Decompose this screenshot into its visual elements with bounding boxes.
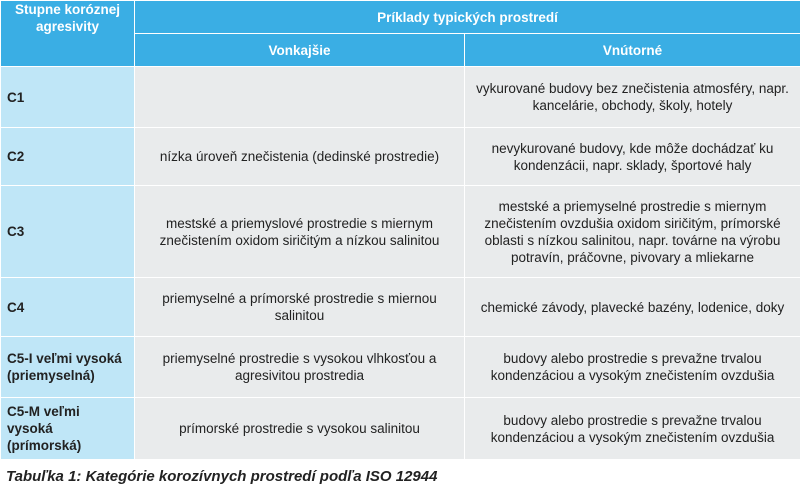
category-cell: C3 xyxy=(1,186,135,278)
outdoor-cell: priemyselné a prímorské prostredie s miernou salinitou xyxy=(135,278,465,337)
table-row xyxy=(1,186,800,278)
indoor-cell: nevykurované budovy, kde môže dochádzať ku kondenzácii, napr. sklady, športové haly xyxy=(465,128,800,186)
category-cell: C5-I veľmi vysoká (priemyselná) xyxy=(1,337,135,398)
category-cell: C4 xyxy=(1,278,135,337)
indoor-cell: mestské a priemyselné prostredie s miernym znečistením ovzdušia oxidom siričitým, prímorské oblasti s nízkou salinitou, napr. továrne na výrobu potravín, práčovne, pivovary a mliekarne xyxy=(465,186,800,278)
outdoor-cell: priemyselné prostredie s vysokou vlhkosťou a agresivitou prostredia xyxy=(135,337,465,398)
indoor-cell: budovy alebo prostredie s prevažne trvalou kondenzáciou a vysokým znečistením ovzdušia xyxy=(465,337,800,398)
header-category: Stupne koróznej agresivity xyxy=(1,1,135,67)
table-row xyxy=(1,278,800,337)
category-cell: C1 xyxy=(1,67,135,128)
outdoor-cell: mestské a priemyslové prostredie s miernym znečistením oxidom siričitým a nízkou salinitou xyxy=(135,186,465,278)
category-cell: C5-M veľmi vysoká (prímorská) xyxy=(1,398,135,460)
table-caption: Tabuľka 1: Kategórie korozívnych prostredí podľa ISO 12944 xyxy=(6,468,438,485)
header-indoor: Vnútorné xyxy=(465,34,800,67)
indoor-cell: chemické závody, plavecké bazény, lodenice, doky xyxy=(465,278,800,337)
category-cell: C2 xyxy=(1,128,135,186)
outdoor-cell: nízka úroveň znečistenia (dedinské prostredie) xyxy=(135,128,465,186)
outdoor-cell: prímorské prostredie s vysokou salinitou xyxy=(135,398,465,460)
header-outdoor: Vonkajšie xyxy=(135,34,465,67)
table-row xyxy=(1,337,800,398)
table-row xyxy=(1,398,800,460)
indoor-cell: vykurované budovy bez znečistenia atmosféry, napr. kancelárie, obchody, školy, hotely xyxy=(465,67,800,128)
header-examples: Príklady typických prostredí xyxy=(135,1,800,34)
table-row xyxy=(1,67,800,128)
indoor-cell: budovy alebo prostredie s prevažne trvalou kondenzáciou a vysokým znečistením ovzdušia xyxy=(465,398,800,460)
outdoor-cell xyxy=(135,67,465,128)
table-row xyxy=(1,128,800,186)
